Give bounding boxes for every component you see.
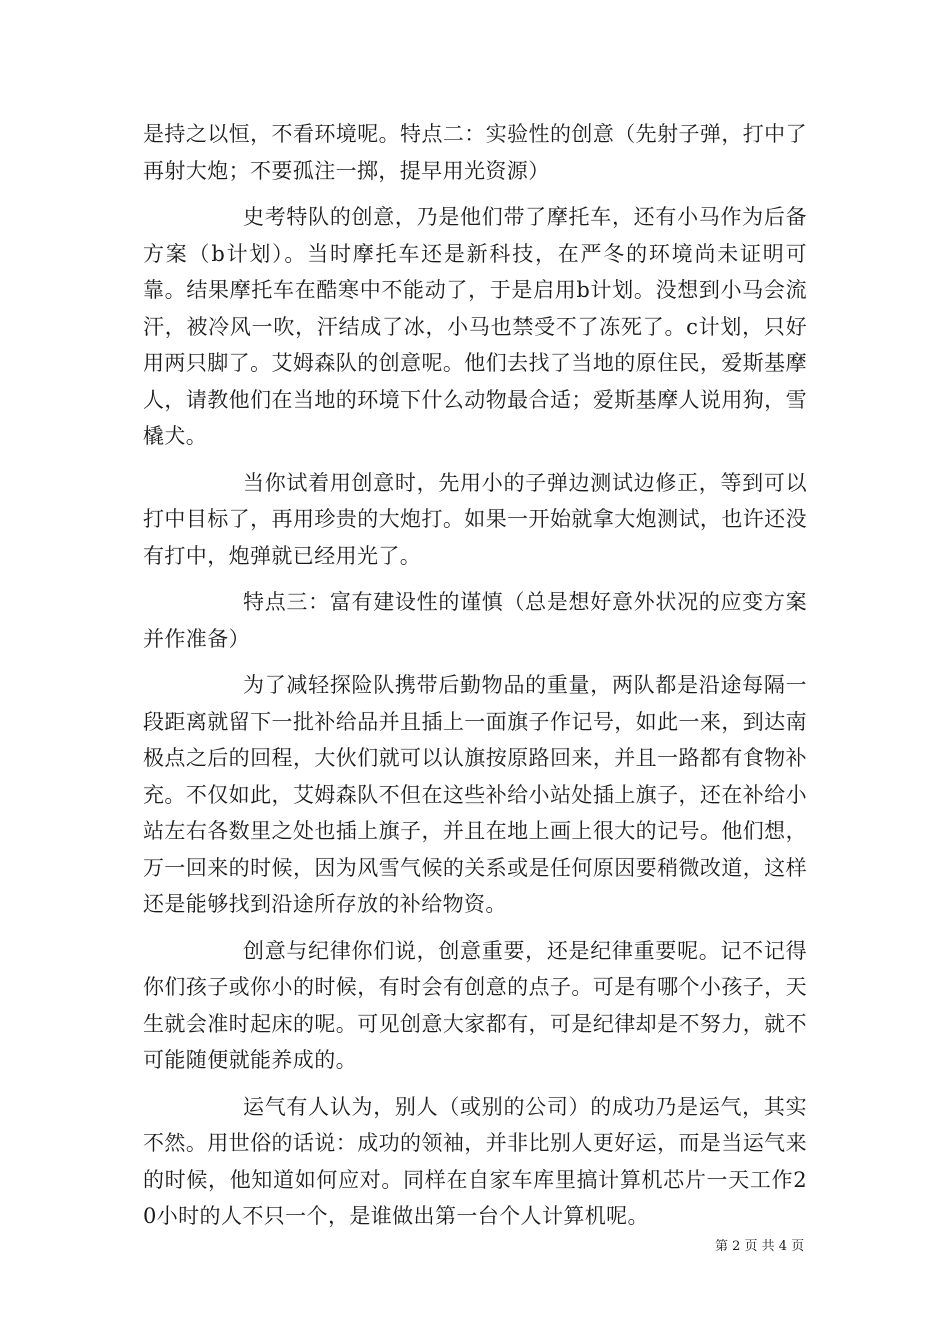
paragraph-5: 为了减轻探险队携带后勤物品的重量，两队都是沿途每隔一段距离就留下一批补给品并且插上一面旗子作记号，如此一来，到达南极点之后的回程，大伙们就可以认旗按原路回来，并且一路都有食物补充。不仅如此，艾姆森队不但在这些补给小站处插上旗子，还在补给小站左右各数里之处也插上旗子，并且在地上画上很大的记号。他们想，万一回来的时候，因为风雪气候的关系或是任何原因要稍微改道，这样还是能够找到沿途所存放的补给物资。 [143,673,807,916]
page-number-footer: 第 2 页 共 4 页 [715,1239,805,1254]
paragraph-3: 当你试着用创意时，先用小的子弹边测试边修正，等到可以打中目标了，再用珍贵的大炮打。如果一开始就拿大炮测试，也许还没有打中，炮弹就已经用光了。 [143,470,807,568]
document-body [143,116,807,1235]
paragraph-1: 是持之以恒，不看环境呢。特点二：实验性的创意（先射子弹，打中了再射大炮；不要孤注一掷，提早用光资源） [143,122,807,183]
paragraph-7: 运气有人认为，别人（或别的公司）的成功乃是运气，其实不然。用世俗的话说：成功的领袖，并非比别人更好运，而是当运气来的时候，他知道如何应对。同样在自家车库里搞计算机芯片一天工作20小时的人不只一个，是谁做出第一台个人计算机呢。 [143,1094,807,1228]
paragraph-4: 特点三：富有建设性的谨慎（总是想好意外状况的应变方案并作准备） [143,590,807,651]
paragraph-2: 史考特队的创意，乃是他们带了摩托车，还有小马作为后备方案（b计划）。当时摩托车还是新科技，在严冬的环境尚未证明可靠。结果摩托车在酷寒中不能动了，于是启用b计划。没想到小马会流汗，被冷风一吹，汗结成了冰，小马也禁受不了冻死了。c计划，只好用两只脚了。艾姆森队的创意呢。他们去找了当地的原住民，爱斯基摩人，请教他们在当地的环境下什么动物最合适；爱斯基摩人说用狗，雪橇犬。 [143,205,807,448]
paragraph-6: 创意与纪律你们说，创意重要，还是纪律重要呢。记不记得你们孩子或你小的时候，有时会有创意的点子。可是有哪个小孩子，天生就会准时起床的呢。可见创意大家都有，可是纪律却是不努力，就不可能随便就能养成的。 [143,938,807,1072]
